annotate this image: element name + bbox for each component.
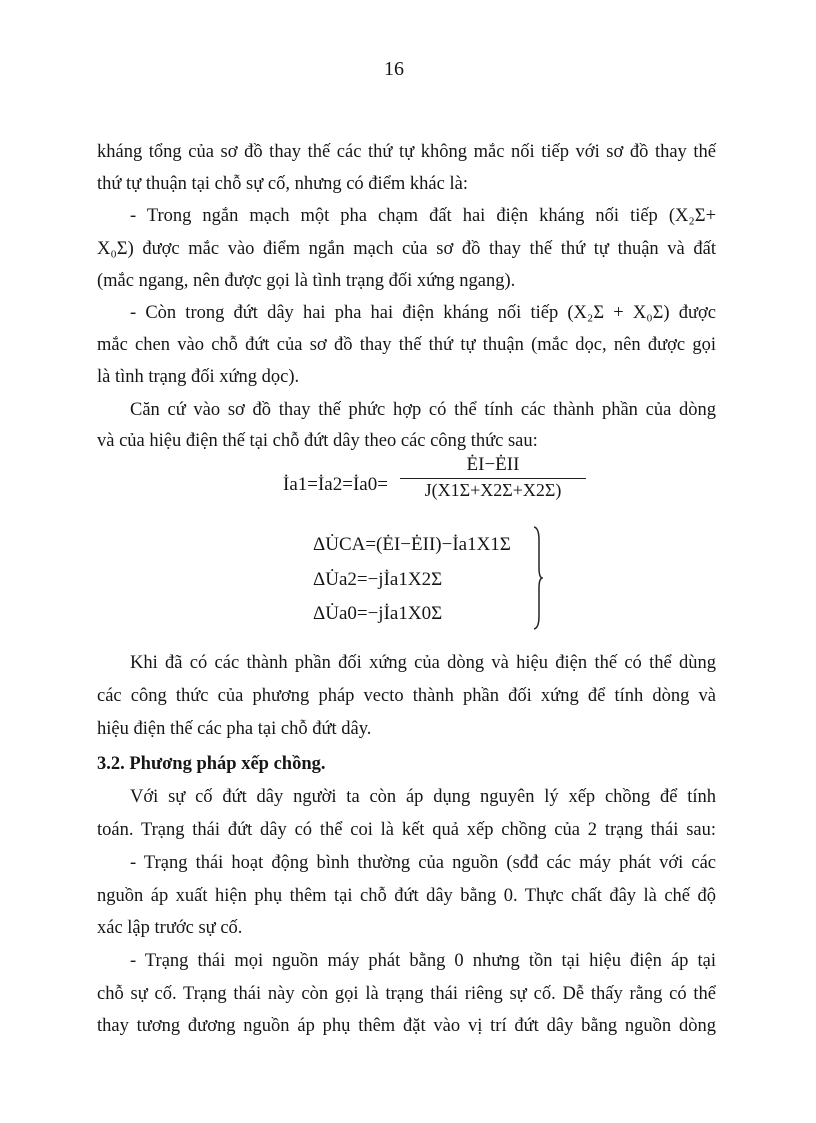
text-line: X₀Σ) được mắc vào điểm ngắn mạch của sơ đồ thay thế thứ tự thuận và đất (97, 239, 716, 259)
equation-line: ΔU̇a2=−jİa1X2Σ (313, 569, 443, 590)
text-line: - Trạng thái mọi nguồn máy phát bằng 0 nhưng tồn tại hiệu điện áp tại (130, 951, 716, 971)
formula-lhs: İa1=İa2=İa0= (283, 474, 388, 495)
text-line: Căn cứ vào sơ đồ thay thế phức hợp có thể tính các thành phần của dòng (130, 400, 716, 420)
text-line: mắc chen vào chỗ đứt của sơ đồ thay thế thứ tự thuận (mắc dọc, nên được gọi (97, 335, 716, 355)
text-line: Với sự cố đứt dây người ta còn áp dụng nguyên lý xếp chồng để tính (130, 787, 716, 807)
text-line: - Còn trong đứt dây hai pha hai điện kháng nối tiếp (X₂Σ + X₀Σ) được (130, 303, 716, 323)
formula-numerator: ĖI−ĖII (466, 454, 520, 475)
section-heading: 3.2. Phương pháp xếp chồng. (97, 754, 326, 774)
text-line: hiệu điện thế các pha tại chỗ đứt dây. (97, 719, 372, 739)
text-line: xác lập trước sự cố. (97, 918, 243, 938)
equation-line: ΔU̇CA=(ĖI−ĖII)−İa1X1Σ (313, 534, 511, 555)
text-line: kháng tổng của sơ đồ thay thế các thứ tự không mắc nối tiếp với sơ đồ thay thế (97, 142, 716, 162)
page-number: 16 (384, 58, 404, 80)
text-line: toán. Trạng thái đứt dây có thể coi là kết quả xếp chồng của 2 trạng thái sau: (97, 820, 716, 840)
text-line: - Trong ngắn mạch một pha chạm đất hai điện kháng nối tiếp (X₂Σ+ (130, 206, 716, 226)
text-line: thứ tự thuận tại chỗ sự cố, nhưng có điểm khác là: (97, 174, 468, 194)
text-line: nguồn áp xuất hiện phụ thêm tại chỗ đứt dây bằng 0. Thực chất đây là chế độ (97, 886, 716, 906)
text-line: - Trạng thái hoạt động bình thường của nguồn (sđđ các máy phát với các (130, 853, 716, 873)
formula-fraction (400, 454, 586, 501)
text-line: và của hiệu điện thế tại chỗ đứt dây theo các công thức sau: (97, 431, 538, 451)
text-line: các công thức của phương pháp vecto thành phần đối xứng để tính dòng và (97, 686, 716, 706)
text-line: (mắc ngang, nên được gọi là tình trạng đối xứng ngang). (97, 271, 516, 291)
text-line: là tình trạng đối xứng dọc). (97, 367, 300, 387)
text-line: thay tương đương nguồn áp phụ thêm đặt vào vị trí đứt dây bằng nguồn dòng (97, 1016, 716, 1036)
right-brace (533, 526, 543, 630)
text-line: Khi đã có các thành phần đối xứng của dòng và hiệu điện thế có thể dùng (130, 653, 716, 673)
formula-denominator: J(X1Σ+X2Σ+X2Σ) (424, 480, 562, 500)
text-line: chỗ sự cố. Trạng thái này còn gọi là trạng thái riêng sự cố. Dễ thấy rằng có thể (97, 984, 716, 1004)
equation-line: ΔU̇a0=−jİa1X0Σ (313, 603, 443, 624)
